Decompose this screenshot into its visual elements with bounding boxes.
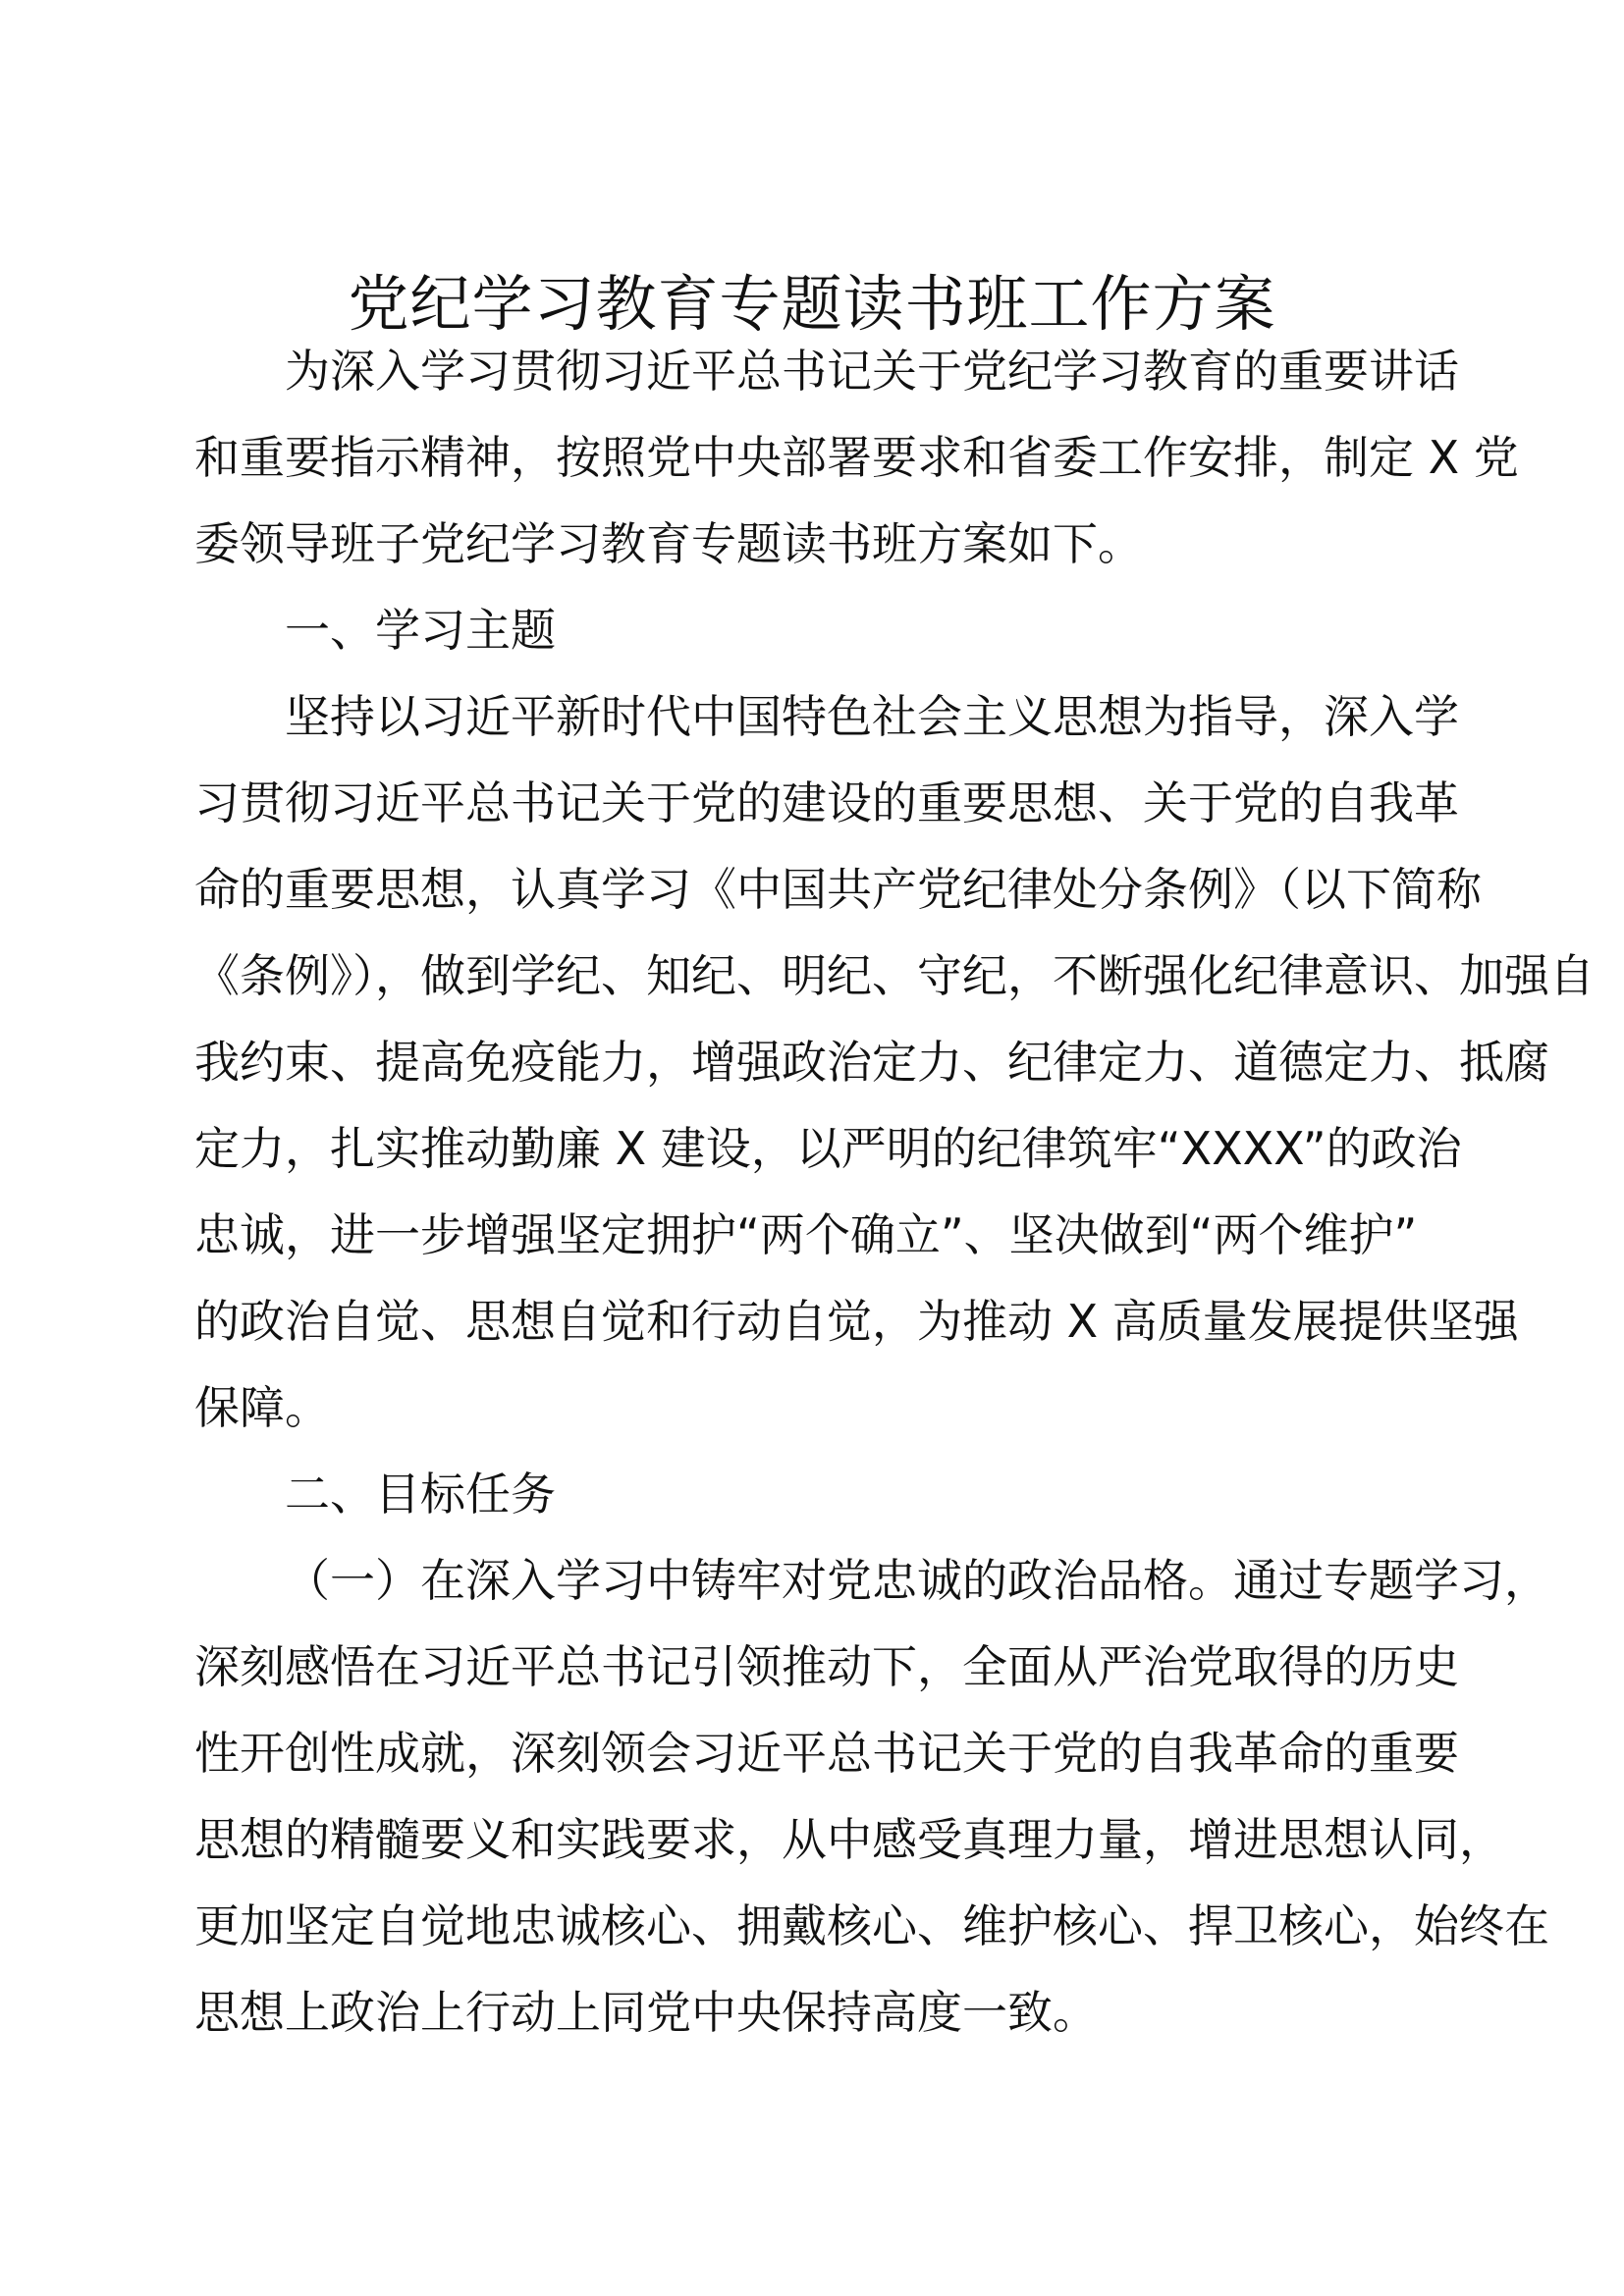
paragraph-intro-line-3: 委领导班子党纪学习教育专题读书班方案如下。 bbox=[194, 517, 1143, 570]
paragraph-task-line-6: 思想上政治上行动上同党中央保持高度一致。 bbox=[194, 1986, 1098, 2039]
document-body bbox=[194, 328, 1595, 2056]
paragraph-task-line-3: 性开创性成就，深刻领会习近平总书记关于党的自我革命的重要 bbox=[194, 1727, 1459, 1780]
paragraph-theme-line-8: 的政治自觉、思想自觉和行动自觉，为推动 X 高质量发展提供坚强 bbox=[194, 1295, 1519, 1348]
paragraph-theme-line-4: 《条例》），做到学纪、知纪、明纪、守纪，不断强化纪律意识、加强自 bbox=[194, 949, 1595, 1002]
paragraph-theme-line-7: 忠诚，进一步增强坚定拥护“两个确立”、坚决做到“两个维护” bbox=[194, 1208, 1418, 1261]
paragraph-task-line-1: （一）在深入学习中铸牢对党忠诚的政治品格。通过专题学习， bbox=[285, 1554, 1549, 1607]
section-heading-1: 一、学习主题 bbox=[285, 604, 556, 657]
paragraph-task-line-2: 深刻感悟在习近平总书记引领推动下，全面从严治党取得的历史 bbox=[194, 1640, 1459, 1693]
section-heading-2: 二、目标任务 bbox=[285, 1468, 556, 1521]
paragraph-theme-line-3: 命的重要思想，认真学习《中国共产党纪律处分条例》（以下简称 bbox=[194, 863, 1482, 916]
paragraph-theme-line-6: 定力，扎实推动勤廉 X 建设，以严明的纪律筑牢“XXXX”的政治 bbox=[194, 1122, 1462, 1175]
paragraph-task-line-4: 思想的精髓要义和实践要求，从中感受真理力量，增进思想认同， bbox=[194, 1813, 1504, 1866]
paragraph-intro-line-1: 为深入学习贯彻习近平总书记关于党纪学习教育的重要讲话 bbox=[285, 345, 1459, 398]
paragraph-intro-line-2: 和重要指示精神，按照党中央部署要求和省委工作安排，制定 X 党 bbox=[194, 431, 1519, 484]
paragraph-task-line-5: 更加坚定自觉地忠诚核心、拥戴核心、维护核心、捍卫核心，始终在 bbox=[194, 1899, 1549, 1952]
paragraph-theme-line-2: 习贯彻习近平总书记关于党的建设的重要思想、关于党的自我革 bbox=[194, 776, 1459, 829]
paragraph-theme-line-9: 保障。 bbox=[194, 1381, 330, 1434]
document-title: 党纪学习教育专题读书班工作方案 bbox=[348, 268, 1276, 340]
paragraph-theme-line-1: 坚持以习近平新时代中国特色社会主义思想为指导，深入学 bbox=[285, 690, 1459, 743]
paragraph-theme-line-5: 我约束、提高免疫能力，增强政治定力、纪律定力、道德定力、抵腐 bbox=[194, 1036, 1549, 1089]
